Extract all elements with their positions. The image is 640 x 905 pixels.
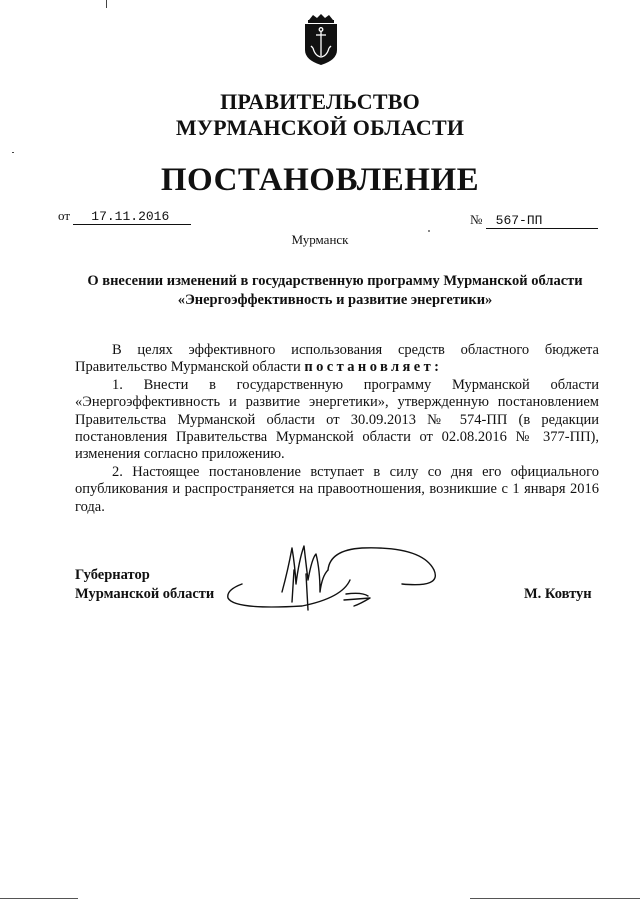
document-number-row <box>470 211 598 229</box>
coat-of-arms-icon <box>301 12 341 67</box>
organization-name-line2: МУРМАНСКОЙ ОБЛАСТИ <box>175 115 465 140</box>
document-date-row <box>58 207 191 225</box>
footer-rule <box>470 898 640 899</box>
signatory-title <box>75 566 214 604</box>
signatory-title-line1: Губернатор <box>75 567 150 583</box>
scan-artifact <box>106 0 107 8</box>
resolves-word: постановляет: <box>304 359 443 376</box>
item-1-paragraph: 1. Внести в государственную программу Мурманской области «Энергоэффективность и развитие энергетики», утвержденную постановлением Правительства Мурманской области от 30.09.2013 № 574-ПП (в редакции постановления Правительства Мурманской области от 02.08.2016 № 377-ПП), изменения согласно приложению. <box>75 376 599 463</box>
signatory-title-line2: Мурманской области <box>75 586 215 602</box>
date-prefix: от <box>58 208 71 223</box>
document-body <box>75 342 599 516</box>
footer-rule <box>0 898 78 899</box>
item-2-paragraph: 2. Настоящее постановление вступает в силу со дня его официального опубликования и распространяется на правоотношения, возникшие с 1 января 2016 года. <box>75 463 599 515</box>
document-subject <box>70 272 600 310</box>
intro-text: В целях эффективного использования средств областного бюджета Правительство Мурманской области <box>75 342 599 376</box>
document-type-title: ПОСТАНОВЛЕНИЕ <box>160 162 480 198</box>
intro-paragraph <box>75 342 599 377</box>
issuing-city: Мурманск <box>291 232 349 247</box>
handwritten-signature <box>222 540 447 615</box>
organization-name-line1: ПРАВИТЕЛЬСТВО <box>220 89 420 114</box>
signatory-name: М. Ковтун <box>524 586 592 602</box>
subject-line1: О внесении изменений в государственную программу Мурманской области <box>87 273 583 289</box>
document-date: 17.11.2016 <box>73 210 191 225</box>
document-number: 567-ПП <box>486 214 598 229</box>
number-prefix: № <box>470 212 483 227</box>
scan-artifact <box>12 152 14 153</box>
subject-line2: «Энергоэффективность и развитие энергетики» <box>177 292 493 308</box>
